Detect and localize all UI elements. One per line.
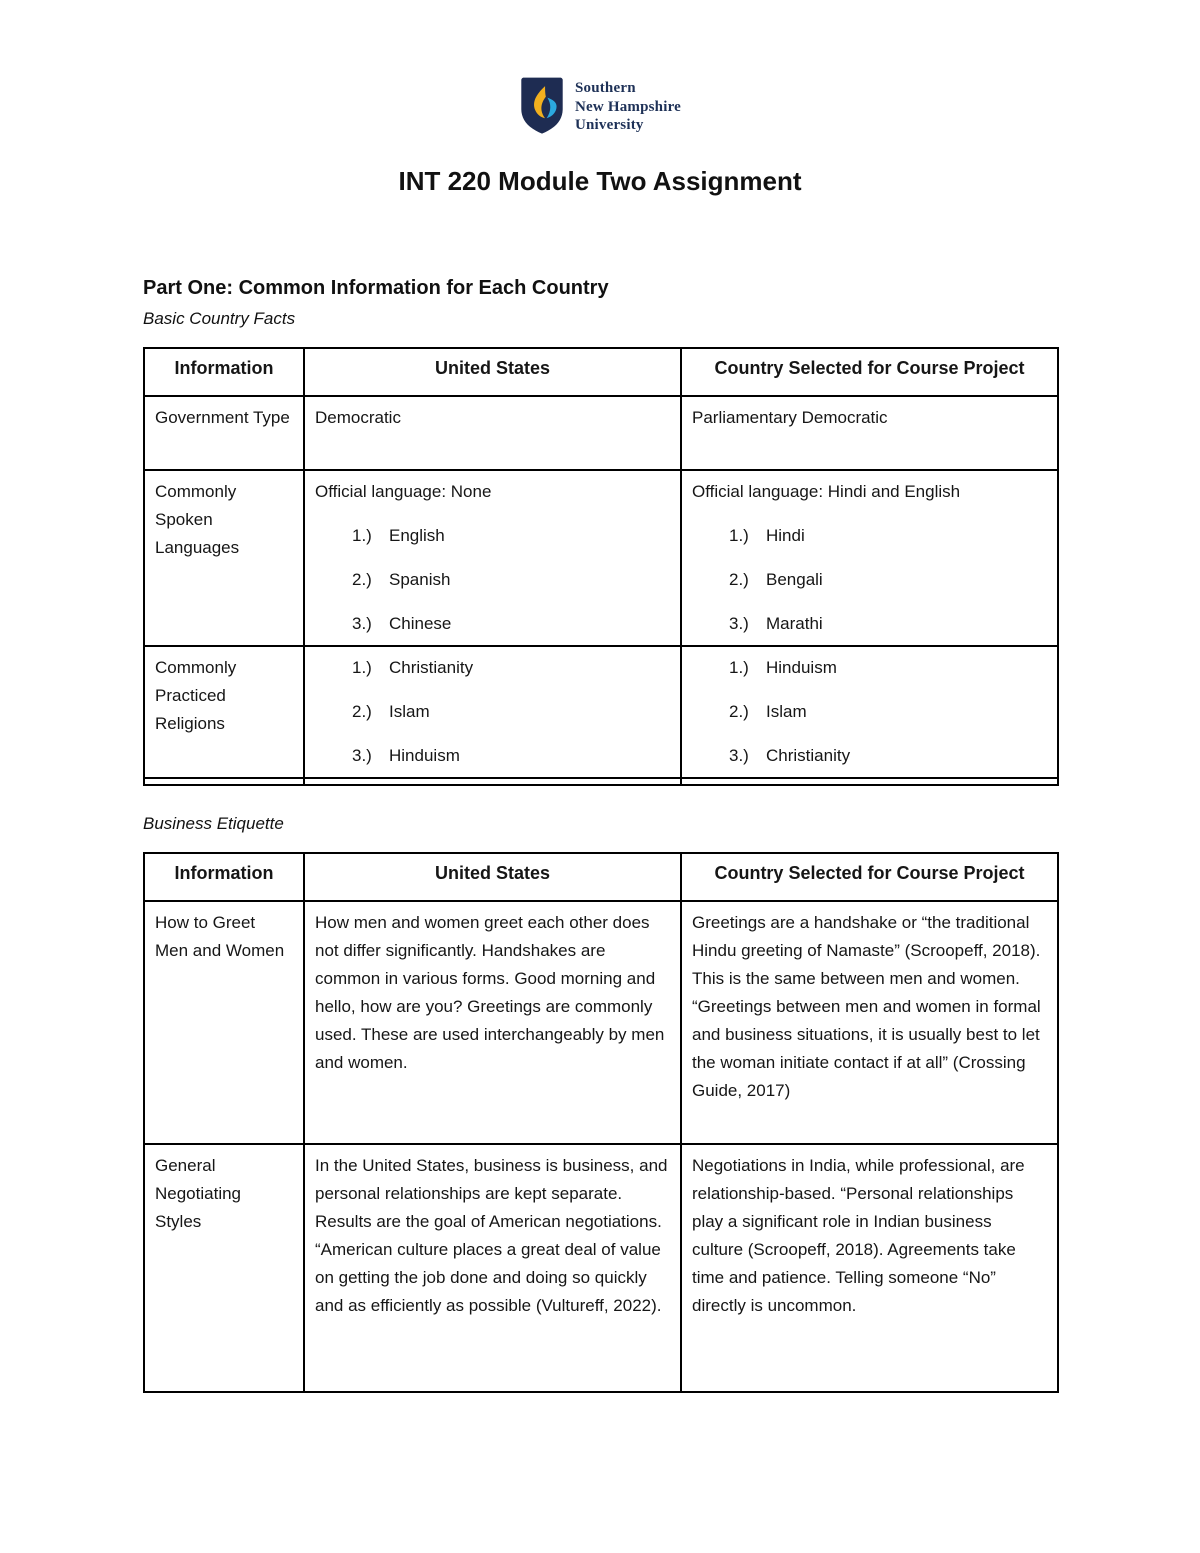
table-row-government-type	[144, 396, 1058, 470]
us-cell	[304, 646, 681, 778]
numbered-list	[315, 654, 668, 770]
list-marker: 1.)	[729, 658, 749, 677]
row-label-cell: Commonly Practiced Religions	[144, 646, 304, 778]
list-item	[352, 566, 668, 594]
list-item	[729, 742, 1045, 770]
empty-cell	[304, 778, 681, 785]
list-item-text: Hindi	[766, 526, 805, 545]
cell-text: Negotiations in India, while professional, are relationship-based. “Personal relationships play a significant role in Indian business culture (Scroopeff, 2018). Agreements take time and patience. Telling someone “No” directly is uncommon.	[692, 1156, 1025, 1315]
list-item-text: Christianity	[766, 746, 851, 765]
list-item	[352, 698, 668, 726]
row-label-cell: How to Greet Men and Women	[144, 901, 304, 1144]
business-etiquette-subheading: Business Etiquette	[143, 814, 284, 833]
list-item	[729, 522, 1045, 550]
document-title: INT 220 Module Two Assignment	[398, 166, 802, 196]
column-header-country-selected: Country Selected for Course Project	[681, 348, 1058, 396]
list-marker: 2.)	[729, 570, 749, 589]
table-row-spoken-languages	[144, 470, 1058, 646]
cell-text: Parliamentary Democratic	[692, 408, 888, 427]
us-cell	[304, 901, 681, 1144]
empty-cell	[144, 778, 304, 785]
us-cell	[304, 1144, 681, 1392]
country-cell	[681, 470, 1058, 646]
cell-text: How men and women greet each other does not differ significantly. Handshakes are common in various forms. Good morning and hello, how are you? Greetings are commonly used. These are used interchangeably by men and women.	[315, 913, 665, 1072]
list-marker: 1.)	[729, 526, 749, 545]
list-marker: 1.)	[352, 526, 372, 545]
wordmark-line-2: New Hampshire	[574, 98, 682, 115]
column-header-country-selected: Country Selected for Course Project	[681, 853, 1058, 901]
country-cell	[681, 901, 1058, 1144]
numbered-list	[692, 654, 1045, 770]
list-item-text: Hinduism	[766, 658, 837, 677]
list-marker: 3.)	[729, 614, 749, 633]
list-item	[352, 654, 668, 682]
business-etiquette-table	[143, 852, 1059, 1393]
cell-text: In the United States, business is business, and personal relationships are kept separate. Results are the goal of American negotiations. “American culture places a great deal of value on getting the job done and doing so quickly and as efficiently as possible (Vultureff, 2022).	[315, 1156, 668, 1315]
cell-text: Greetings are a handshake or “the traditional Hindu greeting of Namaste” (Scroopeff, 2018). This is the same between men and women. “Greetings between men and women in formal and business situations, it is usually best to let the woman initiate contact if at all” (Crossing Guide, 2017)	[692, 913, 1041, 1100]
row-label-cell: General Negotiating Styles	[144, 1144, 304, 1392]
country-cell	[681, 646, 1058, 778]
cell-intro: Official language: None	[315, 482, 492, 501]
cell-intro: Official language: Hindi and English	[692, 482, 961, 501]
list-item	[729, 610, 1045, 638]
list-marker: 1.)	[352, 658, 372, 677]
list-item-text: Chinese	[389, 614, 452, 633]
list-marker: 3.)	[352, 746, 372, 765]
wordmark-line-1: Southern	[574, 80, 636, 96]
list-item-text: Islam	[389, 702, 430, 721]
us-cell	[304, 396, 681, 470]
basic-country-facts-subheading: Basic Country Facts	[143, 309, 296, 328]
wordmark-line-3: University	[574, 117, 644, 133]
list-item-text: Hinduism	[389, 746, 460, 765]
row-label-cell: Commonly Spoken Languages	[144, 470, 304, 646]
list-item	[729, 566, 1045, 594]
country-cell	[681, 1144, 1058, 1392]
list-item	[352, 742, 668, 770]
empty-cell	[681, 778, 1058, 785]
list-item-text: English	[389, 526, 445, 545]
list-marker: 3.)	[729, 746, 749, 765]
list-marker: 2.)	[729, 702, 749, 721]
table-header-row	[144, 853, 1058, 901]
empty-spacer-row	[144, 778, 1058, 785]
list-item-text: Islam	[766, 702, 807, 721]
cell-text: Democratic	[315, 408, 401, 427]
list-item	[352, 522, 668, 550]
numbered-list	[315, 522, 668, 638]
row-label-cell: Government Type	[144, 396, 304, 470]
university-wordmark	[575, 76, 681, 135]
column-header-united-states: United States	[304, 348, 681, 396]
table-header-row	[144, 348, 1058, 396]
list-item-text: Marathi	[766, 614, 823, 633]
column-header-information: Information	[144, 348, 304, 396]
column-header-information: Information	[144, 853, 304, 901]
document-body	[0, 277, 1200, 1393]
list-marker: 2.)	[352, 570, 372, 589]
basic-country-facts-table	[143, 347, 1059, 786]
list-item-text: Spanish	[389, 570, 451, 589]
us-cell	[304, 470, 681, 646]
list-marker: 2.)	[352, 702, 372, 721]
list-item-text: Christianity	[389, 658, 474, 677]
list-marker: 3.)	[352, 614, 372, 633]
country-cell	[681, 396, 1058, 470]
university-logo	[0, 0, 1200, 136]
list-item	[729, 698, 1045, 726]
list-item	[729, 654, 1045, 682]
table-row-negotiating-styles	[144, 1144, 1058, 1392]
snhu-shield-icon	[519, 76, 565, 136]
list-item	[352, 610, 668, 638]
table-row-practiced-religions	[144, 646, 1058, 778]
numbered-list	[692, 522, 1045, 638]
part-one-heading: Part One: Common Information for Each Country	[143, 277, 609, 299]
table-row-how-to-greet	[144, 901, 1058, 1144]
list-item-text: Bengali	[766, 570, 823, 589]
column-header-united-states: United States	[304, 853, 681, 901]
